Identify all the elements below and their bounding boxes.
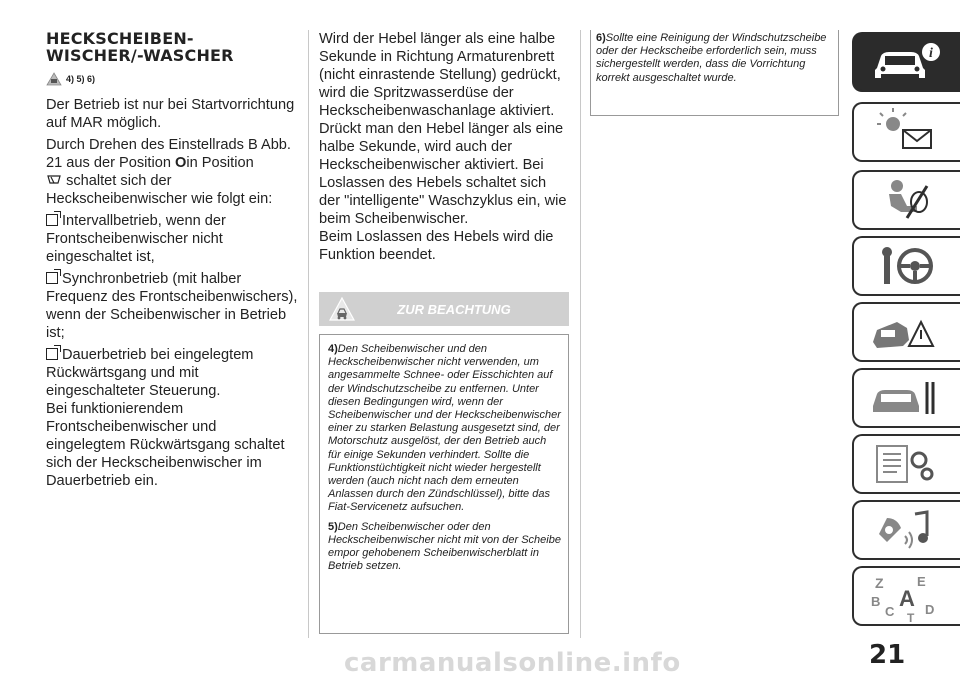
warning-triangle-icon [46, 72, 62, 86]
note-box [590, 30, 839, 116]
tab-warning-lights[interactable] [852, 102, 960, 162]
warning-triangle-icon [329, 297, 355, 321]
col2-paragraph-1: Wird der Hebel länger als eine halbe Sekunde in Richtung Armaturenbrett (nicht einrastende Stellung) gedrückt, wird die Spritzwasserdüse der Heckscheibenwaschanlage aktiviert. Drückt man den Hebel länger als eine halbe Sekunde, wird auch der Heckscheibenwischer aktiviert. Bei Loslassen des Hebels schaltet sich der "intelligente" Waschzyklus ein, wie beim Scheibenwischer. [319, 31, 567, 227]
paragraph-2-text-c: schaltet sich der Heckscheibenwischer wie folgt ein: [46, 173, 273, 207]
reference-numbers[interactable]: 4) 5) 6) [66, 74, 96, 84]
col2-paragraph-2: Beim Loslassen des Hebels wird die Funktion beendet. [319, 229, 554, 263]
list-item-2 [46, 270, 298, 342]
index-letter: T [907, 611, 915, 622]
list-item-3-text: Dauerbetrieb bei eingelegtem Rückwärtsgang und mit eingeschalteter Steuerung. [46, 347, 254, 399]
tab-maintenance[interactable] [852, 368, 960, 428]
bullet-icon [46, 348, 58, 360]
car-maintenance-icon [867, 374, 947, 422]
rear-wiper-icon [46, 174, 62, 186]
emergency-car-icon [867, 308, 947, 356]
tab-multimedia[interactable] [852, 500, 960, 560]
technical-data-icon [867, 440, 947, 488]
index-letter: A [899, 586, 915, 611]
position-o-label: O [175, 155, 187, 171]
car-info-icon [867, 38, 947, 86]
note-text-6: Sollte eine Reinigung der Windschutzscheibe oder der Heckscheibe erforderlich sein, muss sichergestellt werden, dass die Vorrichtung korrekt ausgeschaltet wurde. [596, 32, 827, 84]
column-2 [319, 30, 569, 268]
bullet-icon [46, 214, 58, 226]
tab-safety[interactable] [852, 170, 960, 230]
paragraph-2-text-a: Durch Drehen des Einstellrads B Abb. 21 aus der Position [46, 137, 291, 171]
reference-line [46, 70, 298, 88]
warning-lights-icon [867, 108, 947, 156]
paragraph-1: Der Betrieb ist nur bei Startvorrichtung auf MAR möglich. [46, 97, 295, 131]
paragraph-2-text-b: in Position [186, 155, 254, 171]
tab-index[interactable] [852, 566, 960, 626]
column-divider-2 [580, 30, 581, 638]
title-line-2: WISCHER/-WASCHER [46, 46, 234, 65]
column-divider-1 [308, 30, 309, 638]
svg-text:i: i [929, 46, 933, 61]
note-number-5: 5) [328, 520, 338, 533]
warning-text-4: Den Scheibenwischer und den Heckscheibenwischer nicht verwenden, um angesammelte Schnee- oder Eisschichten auf der Windschutzscheibe zu entfernen. Unter diesen Bedingungen wird, wenn der Scheibenwischer und der Heckscheibenwischer einer zu starken Belastung ausgesetzt sind, der Motorschutz ausgelöst, der den Betrieb auch für einige Sekunden verhindert. Sollte die Funktionstüchtigkeit nicht wieder hergestellt werden (auch nicht nach dem erneuten Anlassen durch den Zündschlüssel), bitte das Fiat-Servicenetz aufsuchen. [328, 343, 561, 514]
paragraph-3: Bei funktionierendem Frontscheibenwischer und eingelegtem Rückwärtsgang schaltet sich der Heckscheibenwischer im Dauerbetrieb ein. [46, 401, 285, 489]
note-number-6: 6) [596, 32, 606, 44]
index-letter: C [885, 604, 895, 619]
footer-watermark: carmanualsonline.info [344, 648, 681, 678]
bullet-icon [46, 272, 58, 284]
alphabetical-index-icon [867, 570, 947, 622]
note-number-4: 4) [328, 343, 338, 355]
column-1 [46, 30, 298, 494]
warning-item-4 [328, 343, 562, 515]
warning-text-5: Den Scheibenwischer oder den Heckscheibenwischer nicht mit von der Scheibe empor gehobenem Scheibenwischerblatt in Betrieb setzen. [328, 520, 561, 573]
list-item-1-text: Intervallbetrieb, wenn der Frontscheibenwischer nicht eingeschaltet ist, [46, 213, 226, 265]
tab-technical-data[interactable] [852, 434, 960, 494]
warning-box [319, 334, 569, 634]
section-title [46, 30, 298, 64]
page-number: 21 [869, 640, 906, 670]
index-letter: B [871, 594, 881, 609]
seat-airbag-icon [867, 176, 947, 224]
warning-heading: ZUR BEACHTUNG [397, 301, 511, 317]
tab-car-info[interactable] [852, 32, 960, 92]
tab-starting-driving[interactable] [852, 236, 960, 296]
tab-emergency[interactable] [852, 302, 960, 362]
warning-heading-bar [319, 292, 569, 326]
warning-item-5 [328, 521, 562, 574]
list-item-2-text: Synchronbetrieb (mit halber Frequenz des Frontscheibenwischers), wenn der Scheibenwischer in Betrieb ist; [46, 271, 298, 341]
index-letter: Z [875, 575, 884, 591]
paragraph-2 [46, 136, 298, 208]
title-line-1: HECKSCHEIBEN- [46, 29, 194, 48]
index-letter: E [917, 574, 926, 589]
index-letter: D [925, 602, 935, 617]
list-item-1 [46, 212, 298, 266]
multimedia-icon [867, 506, 947, 554]
key-steering-wheel-icon [867, 242, 947, 290]
list-item-3 [46, 346, 298, 400]
